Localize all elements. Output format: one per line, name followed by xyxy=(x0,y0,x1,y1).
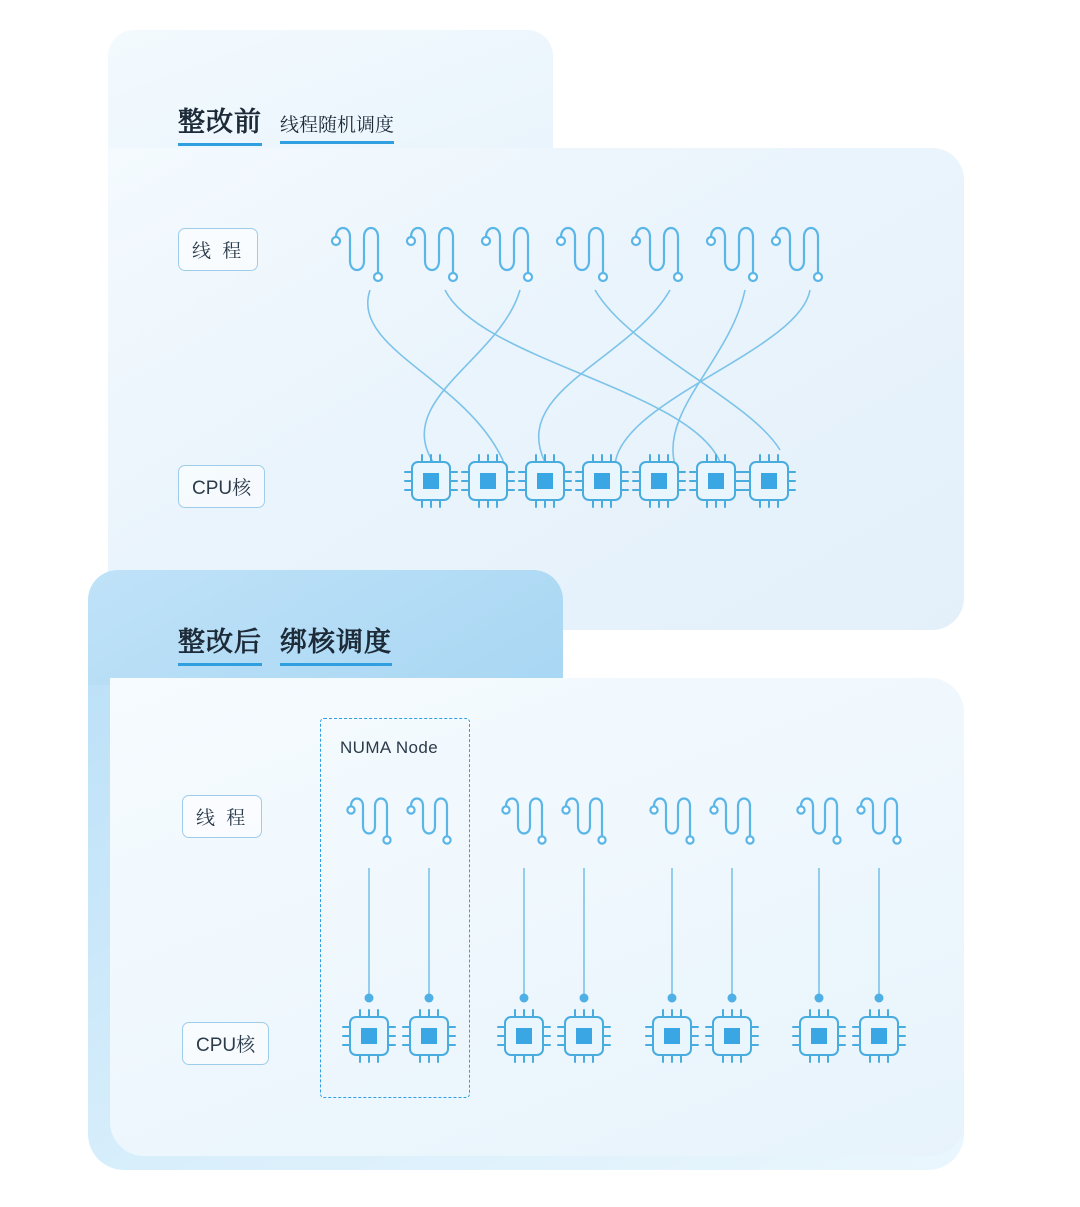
title-after xyxy=(178,620,392,666)
thread-squiggle-icon xyxy=(407,228,457,281)
edge-line xyxy=(445,290,720,462)
before-edges-group xyxy=(330,290,850,470)
cpu-chip-icon xyxy=(690,455,742,507)
cpu-chip-icon xyxy=(343,1010,395,1062)
title-before xyxy=(178,100,394,146)
cpu-chip-icon xyxy=(519,455,571,507)
title-before-main: 整改前 xyxy=(178,100,262,146)
cpu-chip-icon xyxy=(405,455,457,507)
thread-squiggle-icon xyxy=(482,228,532,281)
thread-squiggle-icon xyxy=(332,228,382,281)
label-after-cpu: CPU核 xyxy=(182,1022,269,1065)
cpu-chip-icon xyxy=(793,1010,845,1062)
cpu-chip-icon xyxy=(576,455,628,507)
numa-node-label: NUMA Node xyxy=(340,738,439,757)
cpu-chip-icon xyxy=(498,1010,550,1062)
title-after-main: 整改后 xyxy=(178,620,262,666)
thread-squiggle-icon xyxy=(407,799,450,844)
edge-line xyxy=(424,290,520,465)
thread-squiggle-icon xyxy=(772,228,822,281)
edge-line xyxy=(615,290,810,465)
cpu-chip-icon xyxy=(633,455,685,507)
before-cpu-group xyxy=(405,455,795,517)
thread-squiggle-icon xyxy=(707,228,757,281)
thread-squiggle-icon xyxy=(650,799,693,844)
cpu-chip-icon xyxy=(646,1010,698,1062)
after-threads-group xyxy=(345,788,925,868)
cpu-chip-icon xyxy=(853,1010,905,1062)
title-before-sub: 线程随机调度 xyxy=(280,110,394,144)
thread-squiggle-icon xyxy=(632,228,682,281)
thread-squiggle-icon xyxy=(502,799,545,844)
thread-squiggle-icon xyxy=(347,799,390,844)
thread-squiggle-icon xyxy=(857,799,900,844)
label-before-threads: 线 程 xyxy=(178,228,258,271)
label-after-threads: 线 程 xyxy=(182,795,262,838)
thread-squiggle-icon xyxy=(710,799,753,844)
cpu-chip-icon xyxy=(462,455,514,507)
cpu-chip-icon xyxy=(403,1010,455,1062)
edge-line xyxy=(539,290,670,462)
after-edges-group xyxy=(345,868,925,1003)
label-before-cpu: CPU核 xyxy=(178,465,265,508)
title-after-sub: 绑核调度 xyxy=(280,620,392,666)
cpu-chip-icon xyxy=(558,1010,610,1062)
cpu-chip-icon xyxy=(743,455,795,507)
thread-squiggle-icon xyxy=(562,799,605,844)
cpu-chip-icon xyxy=(706,1010,758,1062)
thread-squiggle-icon xyxy=(557,228,607,281)
thread-squiggle-icon xyxy=(797,799,840,844)
edge-line xyxy=(368,290,505,465)
after-cpu-group xyxy=(343,1010,933,1072)
